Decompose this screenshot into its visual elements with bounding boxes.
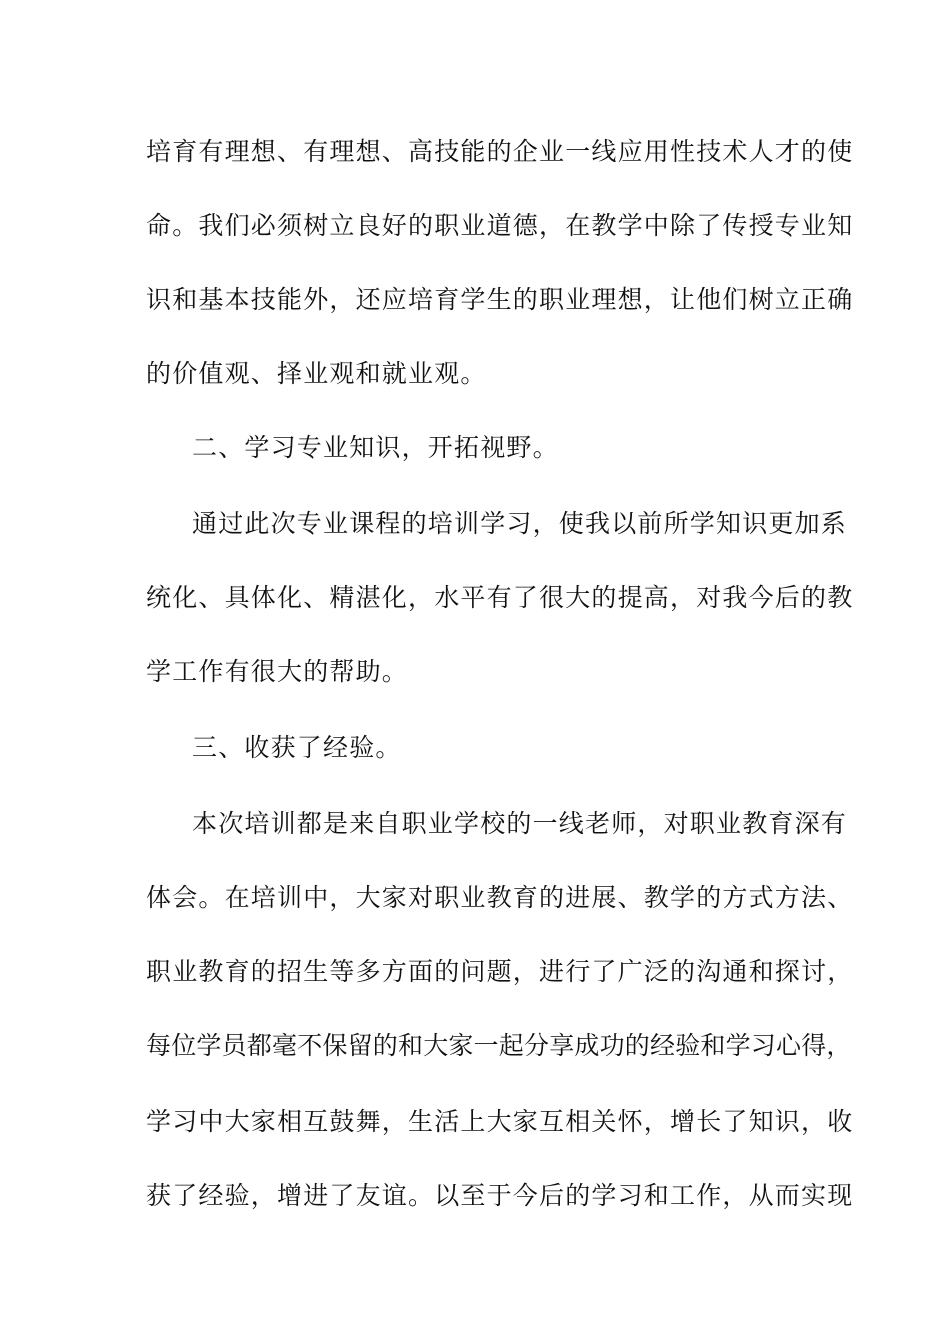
body-text-line: 统化、具体化、精湛化，水平有了很大的提高，对我今后的教 [146,583,854,612]
body-text-line: 体会。在培训中，大家对职业教育的进展、教学的方式方法、 [146,883,854,912]
body-text-line: 职业教育的招生等多方面的问题，进行了广泛的沟通和探讨， [146,957,854,986]
section-heading: 三、收获了经验。 [192,733,402,762]
body-text-line: 本次培训都是来自职业学校的一线老师，对职业教育深有 [192,809,848,838]
section-heading: 二、学习专业知识，开拓视野。 [192,433,559,462]
body-text-line: 的价值观、择业观和就业观。 [146,359,487,388]
body-text-line: 获了经验，增进了友谊。以至于今后的学习和工作，从而实现 [146,1181,854,1210]
body-text-line: 学工作有很大的帮助。 [146,657,409,686]
body-text-line: 每位学员都毫不保留的和大家一起分享成功的经验和学习心得， [146,1031,852,1060]
body-text-line: 通过此次专业课程的培训学习，使我以前所学知识更加系 [192,509,848,538]
body-text-line: 培育有理想、有理想、高技能的企业一线应用性技术人才的使 [146,137,854,166]
body-text-line: 学习中大家相互鼓舞，生活上大家互相关怀，增长了知识，收 [146,1107,854,1136]
body-text-line: 命。我们必须树立良好的职业道德，在教学中除了传授专业知 [146,211,854,240]
body-text-line: 识和基本技能外，还应培育学生的职业理想，让他们树立正确 [146,285,854,314]
